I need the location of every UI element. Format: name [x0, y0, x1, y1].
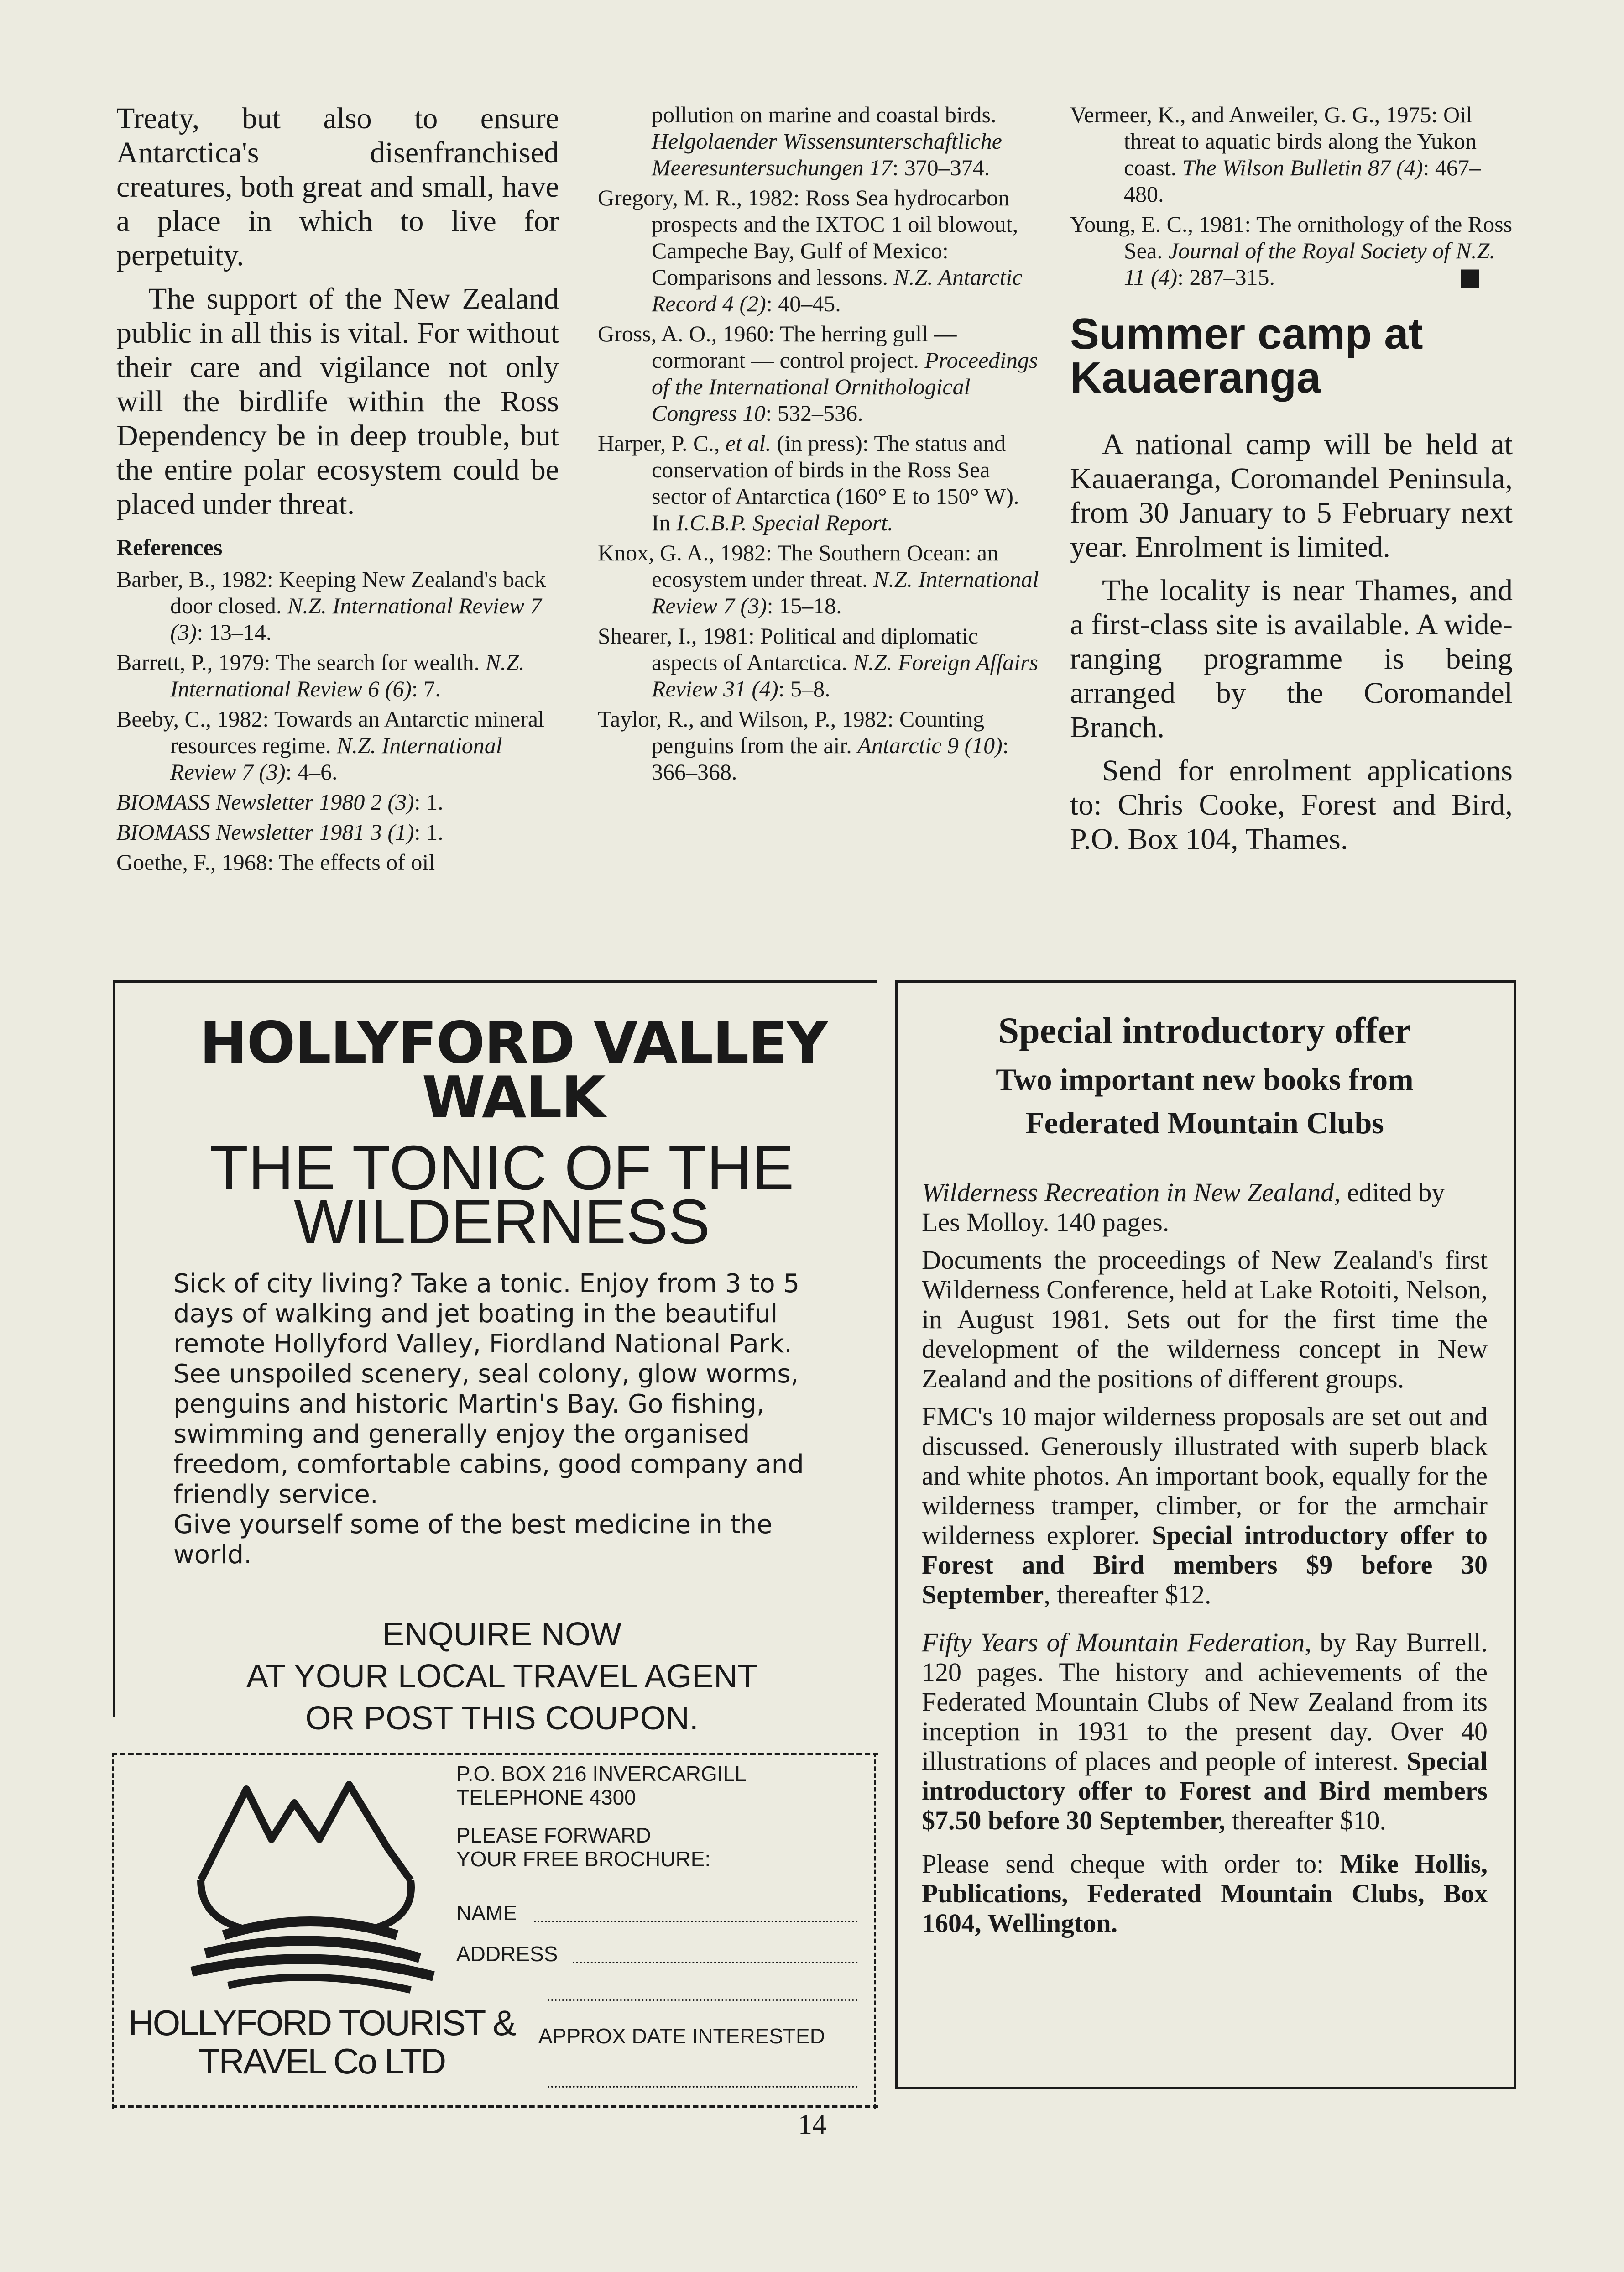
reference-item: Harper, P. C., et al. (in press): The status and conservation of birds in the Ross Sea sector of Antarctica (160° E to 150° W). In I.C.B.P. Special Report.: [598, 430, 1019, 535]
reference-item: Knox, G. A., 1982: The Southern Ocean: an ecosystem under threat. N.Z. International Review 7 (3): 15–18.: [598, 540, 1039, 618]
column-2: [598, 101, 1040, 789]
coupon-name-label: NAME: [456, 1901, 517, 1925]
coupon-cut-line-top: [112, 1753, 878, 1755]
book-1-description: Documents the proceedings of New Zealand's first Wilderness Conference, held at Lake Rotoiti, Nelson, in August 1981. Sets out for the first time the development of the wilderness concept in New Zealand and the positions of different groups.: [922, 1245, 1488, 1393]
references-heading: References: [116, 534, 223, 560]
article-paragraph: Treaty, but also to ensure Antarctica's disenfranchised creatures, both great and small, have a place in which to live for perpetuity.: [116, 102, 559, 272]
page-number: 14: [798, 2109, 826, 2140]
coupon-date-field[interactable]: [548, 2086, 858, 2088]
reference-item: BIOMASS Newsletter 1981 3 (1): 1.: [116, 819, 444, 845]
reference-item: Goethe, F., 1968: The effects of oil: [116, 849, 435, 875]
ad-body-paragraph: See unspoiled scenery, seal colony, glow worms, penguins and historic Martin's Bay. Go fishing, swimming and generally enjoy the organised freedom, comfortable cabins, good company and friendly service.: [173, 1359, 804, 1509]
article-paragraph: Send for enrolment applications to: Chris Cooke, Forest and Bird, P.O. Box 104, Thames.: [1070, 754, 1513, 856]
ad-body-paragraph: Sick of city living? Take a tonic. Enjoy from 3 to 5 days of walking and jet boating in the beautiful remote Hollyford Valley, Fiordland National Park.: [173, 1269, 800, 1359]
reference-item: Gregory, M. R., 1982: Ross Sea hydrocarbon prospects and the IXTOC 1 oil blowout, Campeche Bay, Gulf of Mexico: Comparisons and lessons. N.Z. Antarctic Record 4 (2): 40–45.: [598, 185, 1023, 316]
coupon-cut-line-right: [874, 1753, 876, 2109]
column-3: [1070, 101, 1513, 865]
send-order-instructions: Please send cheque with order to: Mike Hollis, Publications, Federated Mountain Clubs, Box 1604, Wellington.: [922, 1849, 1488, 1938]
coupon-address-field-2[interactable]: [548, 1999, 858, 2001]
ad-subtitle: THE TONIC OF THE WILDERNESS: [209, 1133, 794, 1257]
coupon-address-field[interactable]: [573, 1962, 858, 1963]
reference-item: Beeby, C., 1982: Towards an Antarctic mineral resources regime. N.Z. International Review 7 (3): 4–6.: [116, 706, 544, 785]
column-1: [116, 101, 559, 879]
article-paragraph: The locality is near Thames, and a first-class site is available. A wide-ranging programme is being arranged by the Coromandel Branch.: [1070, 574, 1513, 744]
reference-item: Taylor, R., and Wilson, P., 1982: Counting penguins from the air. Antarctic 9 (10): 366–368.: [598, 706, 1009, 785]
offer-heading: Special introductory offer: [998, 1010, 1411, 1051]
coupon-name-field[interactable]: [534, 1921, 858, 1922]
reference-item: Gross, A. O., 1960: The herring gull — cormorant — control project. Proceedings of the International Ornithological Congress 10: 532–536.: [598, 321, 1038, 426]
book-1-offer: FMC's 10 major wilderness proposals are set out and discussed. Generously illustrated with superb black and white photos. An important book, equally for the wilderness tramper, climber, or for the armchair wilderness explorer. Special introductory offer to Forest and Bird members $9 before 30 September, thereafter $12.: [922, 1402, 1488, 1609]
coupon-address-label: ADDRESS: [456, 1942, 558, 1966]
section-heading: Summer camp at Kauaeranga: [1070, 309, 1423, 402]
company-name: HOLLYFORD TOURIST & TRAVEL Co LTD: [128, 2003, 515, 2081]
reference-item-continued: pollution on marine and coastal birds. Helgolaender Wissensunterschaftliche Meeresuntersuchungen 17: 370–374.: [652, 102, 1002, 180]
book-2-description: Fifty Years of Mountain Federation, by Ray Burrell. 120 pages. The history and achievements of the Federated Mountain Clubs of New Zealand from its inception in 1931 to the present day. Over 40 illustrations of places and people of interest. Special introductory offer to Forest and Bird members $7.50 before 30 September, thereafter $10.: [922, 1628, 1488, 1835]
reference-item: Barber, B., 1982: Keeping New Zealand's back door closed. N.Z. International Review 7 (3): 13–14.: [116, 566, 546, 645]
reference-item: Barrett, P., 1979: The search for wealth. N.Z. International Review 6 (6): 7.: [116, 649, 525, 701]
mountain-logo-icon: [173, 1771, 456, 2008]
offer-subheading: Two important new books from: [996, 1062, 1414, 1097]
reference-item: BIOMASS Newsletter 1980 2 (3): 1.: [116, 789, 444, 815]
reference-item: Shearer, I., 1981: Political and diplomatic aspects of Antarctica. N.Z. Foreign Affairs Review 31 (4): 5–8.: [598, 623, 1039, 701]
ad-title: HOLLYFORD VALLEY WALK: [199, 1009, 827, 1131]
article-paragraph: The support of the New Zealand public in all this is vital. For without their care and vigilance not only will the birdlife within the Ross Dependency be in deep trouble, but the entire polar ecosystem could be placed under threat.: [116, 282, 559, 521]
coupon-date-label: APPROX DATE INTERESTED: [538, 2024, 825, 2048]
coupon-address: P.O. BOX 216 INVERCARGILL TELEPHONE 4300: [456, 1762, 747, 1809]
ad-body-paragraph: Give yourself some of the best medicine in the world.: [173, 1510, 773, 1570]
reference-item: Young, E. C., 1981: The ornithology of the Ross Sea. Journal of the Royal Society of N.Z. 11 (4): 287–315. ■: [1070, 211, 1513, 291]
ad-enquire: ENQUIRE NOW AT YOUR LOCAL TRAVEL AGENT OR POST THIS COUPON.: [246, 1616, 758, 1737]
coupon-forward: PLEASE FORWARD YOUR FREE BROCHURE:: [456, 1823, 711, 1871]
coupon-cut-line-bottom: [112, 2105, 878, 2108]
article-paragraph: A national camp will be held at Kauaeranga, Coromandel Peninsula, from 30 January to 5 February next year. Enrolment is limited.: [1070, 428, 1513, 564]
reference-item: Vermeer, K., and Anweiler, G. G., 1975: Oil threat to aquatic birds along the Yukon coast. The Wilson Bulletin 87 (4): 467–480.: [1070, 102, 1481, 207]
coupon-cut-line-left: [112, 1753, 114, 2109]
offer-subheading: Federated Mountain Clubs: [1025, 1105, 1384, 1140]
book-1-title: Wilderness Recreation in New Zealand, edited by Les Molloy. 140 pages.: [922, 1178, 1445, 1237]
offer-body: [922, 1178, 1488, 1946]
ad-body: [173, 1269, 835, 1570]
